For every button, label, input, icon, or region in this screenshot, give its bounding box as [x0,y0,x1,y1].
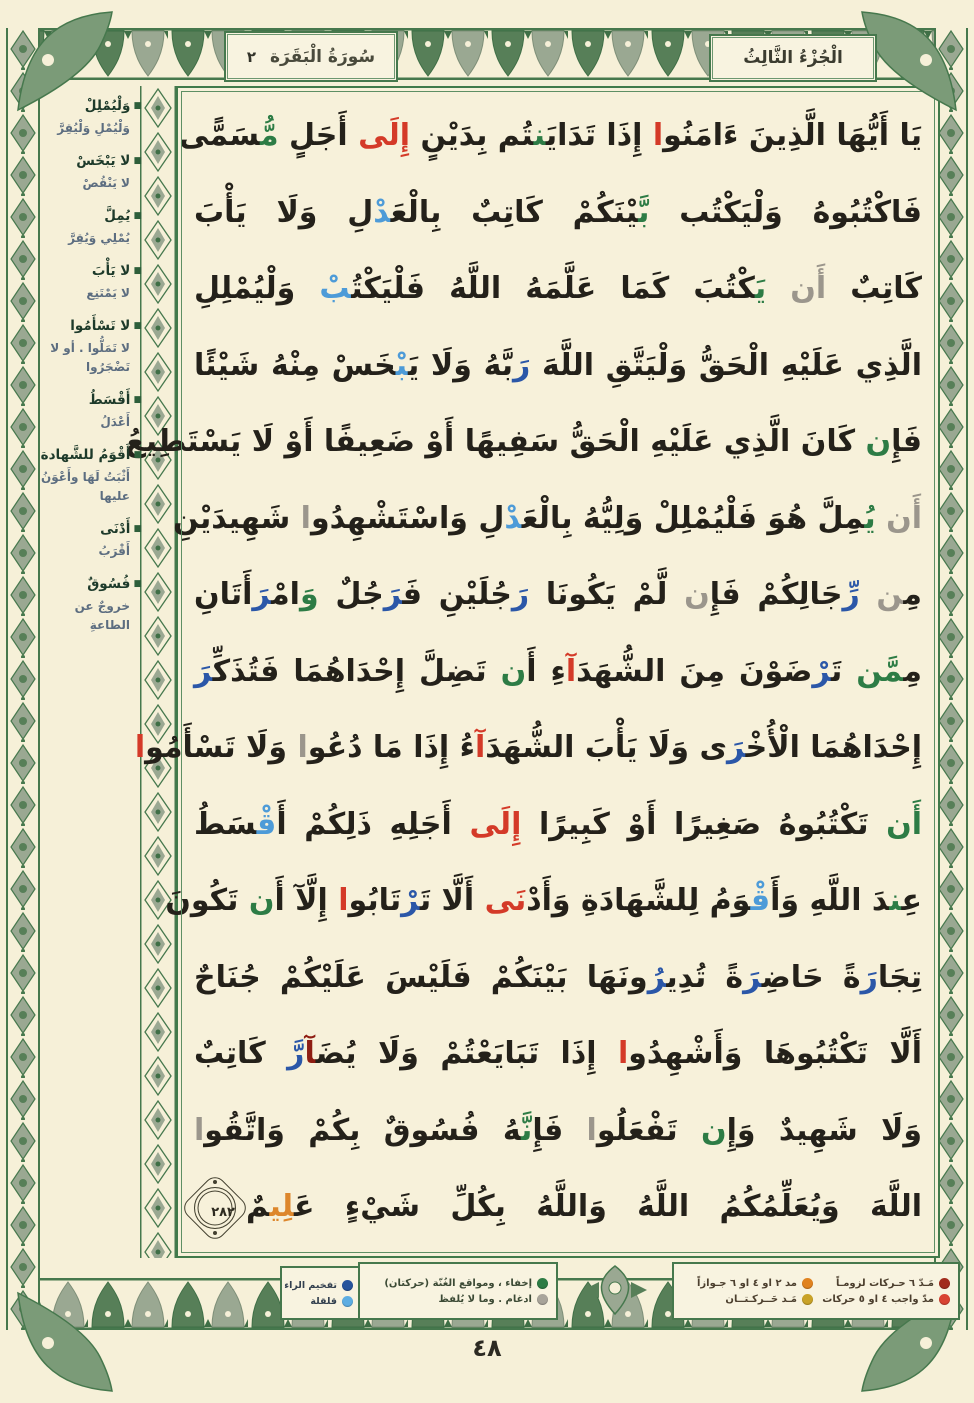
legend-label: قلقلة [310,1295,337,1307]
gloss-item [38,261,142,303]
gloss-term: ■ لا يَأْبَ [38,261,142,281]
legend-label: إخفاء ، ومواقع الغُنّة (حركتان) [384,1277,532,1289]
legend-item [819,1294,950,1305]
legend-box-tafkheem [280,1266,360,1320]
quran-line-15: اللَّهَ وَيُعَلِّمُكُمُ اللَّهُ وَاللَّهُ بِكُلِّ شَيْءٍ عَلِيمٌ٢٨٢ [194,1169,922,1246]
gloss-meaning: أَقْرَبُ [98,544,130,558]
gloss-term: ■ أَقْسَطُ [38,390,142,410]
gloss-term: ■ لا تَسْأَمُوا [38,316,142,336]
gloss-meaning: لا يَمْتَنِع [86,286,130,300]
gloss-term: ■ يُمِلَّ [38,206,142,226]
legend-item [368,1278,548,1289]
gloss-item [38,445,142,506]
quran-line-13: أَلَّا تَكْتُبُوهَا وَأَشْهِدُوا إِذَا تَبَايَعْتُمْ وَلَا يُضَآرَّ كَاتِبٌ [194,1036,922,1071]
quran-line-4: الَّذِي عَلَيْهِ الْحَقُّ وَلْيَتَّقِ اللَّهَ رَبَّهُ وَلَا يَبْخَسْ مِنْهُ شَيْئًا [194,347,922,383]
legend-item [819,1278,950,1289]
surah-title: سُورَةُ الْبَقَرَة [270,46,376,67]
quran-line-12: تِجَارَةً حَاضِرَةً تُدِيرُونَهَا بَيْنَكُمْ فَلَيْسَ عَلَيْكُمْ جُنَاحٌ [194,959,923,995]
gloss-term: ■ أَدْنَى [38,519,142,539]
quran-line-3: كَاتِبٌ أَن يَكْتُبَ كَمَا عَلَّمَهُ اللَّهُ فَلْيَكْتُبْ وَلْيُمْلِلِ [194,271,922,306]
gloss-item [38,151,142,193]
gloss-term: ■ فُسُوقٌ [38,574,142,594]
gloss-term: ■ لا يَبْخَسْ [38,151,142,171]
legend-label: تفخيم الراء [284,1279,337,1291]
quran-line-6: أَن يُمِلَّ هُوَ فَلْيُمْلِلْ وَلِيُّهُ بِالْعَدْلِ وَاسْتَشْهِدُوا شَهِيدَيْنِ [173,500,922,536]
legend-box-ghunnah [358,1262,558,1320]
border-pattern-left [6,28,40,1330]
gloss-meaning: يُمْلِي وَيُقِرَّ [68,231,130,245]
verse-number-medallion [194,1187,236,1229]
legend-label: مد ٢ او ٤ او ٦ جـوازاً [697,1277,797,1289]
gloss-item [38,316,142,377]
quran-line-7: مِن رِّجَالِكُمْ فَإِن لَّمْ يَكُونَا رَجُلَيْنِ فَرَجُلٌ وَامْرَأَتَانِ [194,577,922,612]
legend-color-dot-ikhfa-ghunnah [537,1278,548,1289]
quran-line-5: فَإِن كَانَ الَّذِي عَلَيْهِ الْحَقُّ سَفِيهًا أَوْ ضَعِيفًا أَوْ لَا يَسْتَطِيعُ [125,424,922,459]
legend-color-dot-tafkheem-ra [342,1280,353,1291]
legend-label: مَـد حَــركـتــان [725,1293,797,1305]
quran-line-10: أَن تَكْتُبُوهُ صَغِيرًا أَوْ كَبِيرًا إِلَى أَجَلِهِ ذَلِكُمْ أَقْسَطُ [194,806,923,842]
legend-item [284,1280,353,1291]
legend-label: ادغام . وما لا يُلفظ [438,1293,532,1305]
juz-title: الْجُزْءُ الثَّالِثُ [743,48,843,68]
gloss-meaning: لا يَنْقُصْ [82,176,130,190]
gloss-item [38,206,142,248]
legend-label: مدّ واجب ٤ او ٥ حركات [822,1293,934,1305]
gloss-meaning: وَلْيُمْلِ وَلْيُقِرَّ [57,121,130,135]
surah-number: ٢ [246,47,257,66]
gloss-meaning: لا تَمَلُّوا . أو لا تَضْجَرُوا [50,341,130,374]
page-number: ٤٨ [472,1334,502,1362]
quran-line-1: يَا أَيُّهَا الَّذِينَ ءَامَنُوا إِذَا تَدَايَنتُم بِدَيْنٍ إِلَى أَجَلٍ مُّسَمًّى [179,118,922,153]
juz-header-box [709,34,877,82]
gloss-item [38,574,142,635]
legend-color-dot-qalqalah [342,1296,353,1307]
gloss-term: ■ أَقْوَمُ للشَّهادة [38,445,142,465]
legend-label: مَـدّ ٦ حـركات لزومـاً [836,1277,934,1289]
margin-glosses [38,96,142,635]
gloss-term: ■ وَلْيُمْلِلْ [38,96,142,116]
quran-line-14: وَلَا شَهِيدٌ وَإِن تَفْعَلُوا فَإِنَّهُ فُسُوقٌ بِكُمْ وَاتَّقُوا [194,1112,922,1148]
quran-line-11: عِندَ اللَّهِ وَأَقْوَمُ لِلشَّهَادَةِ وَأَدْنَى أَلَّا تَرْتَابُوا إِلَّ أَن تَكُونَ [165,883,922,918]
legend-color-dot-madd-jaiz [802,1278,813,1289]
quran-line-8: مِمَّن تَرْضَوْنَ مِنَ الشُّهَدَآءِ أَن تَضِلَّ إِحْدَاهُمَا فَتُذَكِّرَ [194,653,922,689]
legend-item [284,1296,353,1307]
legend-item [682,1278,813,1289]
gloss-meaning: أَعْدَلُ [100,415,130,429]
verse-number: ٢٨٢ [211,1204,235,1220]
legend-color-dot-idgham-silent [537,1294,548,1305]
border-pattern-inner-strip [140,86,176,1258]
gloss-item [38,96,142,138]
legend-item [368,1294,548,1305]
legend-color-dot-madd-lazim [939,1278,950,1289]
surah-header-box [224,31,398,82]
legend-color-dot-madd-harakatan [802,1294,813,1305]
quran-line-2: فَاكْتُبُوهُ وَلْيَكْتُب بَّيْنَكُمْ كَاتِبٌ بِالْعَدْلِ وَلَا يَأْبَ [194,194,922,230]
quran-line-9: إِحْدَاهُمَا الْأُخْرَى وَلَا يَأْبَ الشُّهَدَآءُ إِذَا مَا دُعُوا وَلَا تَسْأَمُوا [134,730,922,765]
quran-text-frame [125,86,940,1258]
quran-text-area [125,98,923,1246]
gloss-item [38,519,142,561]
legend-divider-ornament [565,1262,665,1318]
legend-box-madd [672,1262,960,1320]
gloss-meaning: خروجٌ عن الطاعةِ [74,599,130,632]
gloss-item [38,390,142,432]
gloss-meaning: أَثْبَتُ لَهَا وأَعْوَنُ عليها [40,470,130,503]
legend-item [682,1294,813,1305]
legend-color-dot-madd-wajib [939,1294,950,1305]
